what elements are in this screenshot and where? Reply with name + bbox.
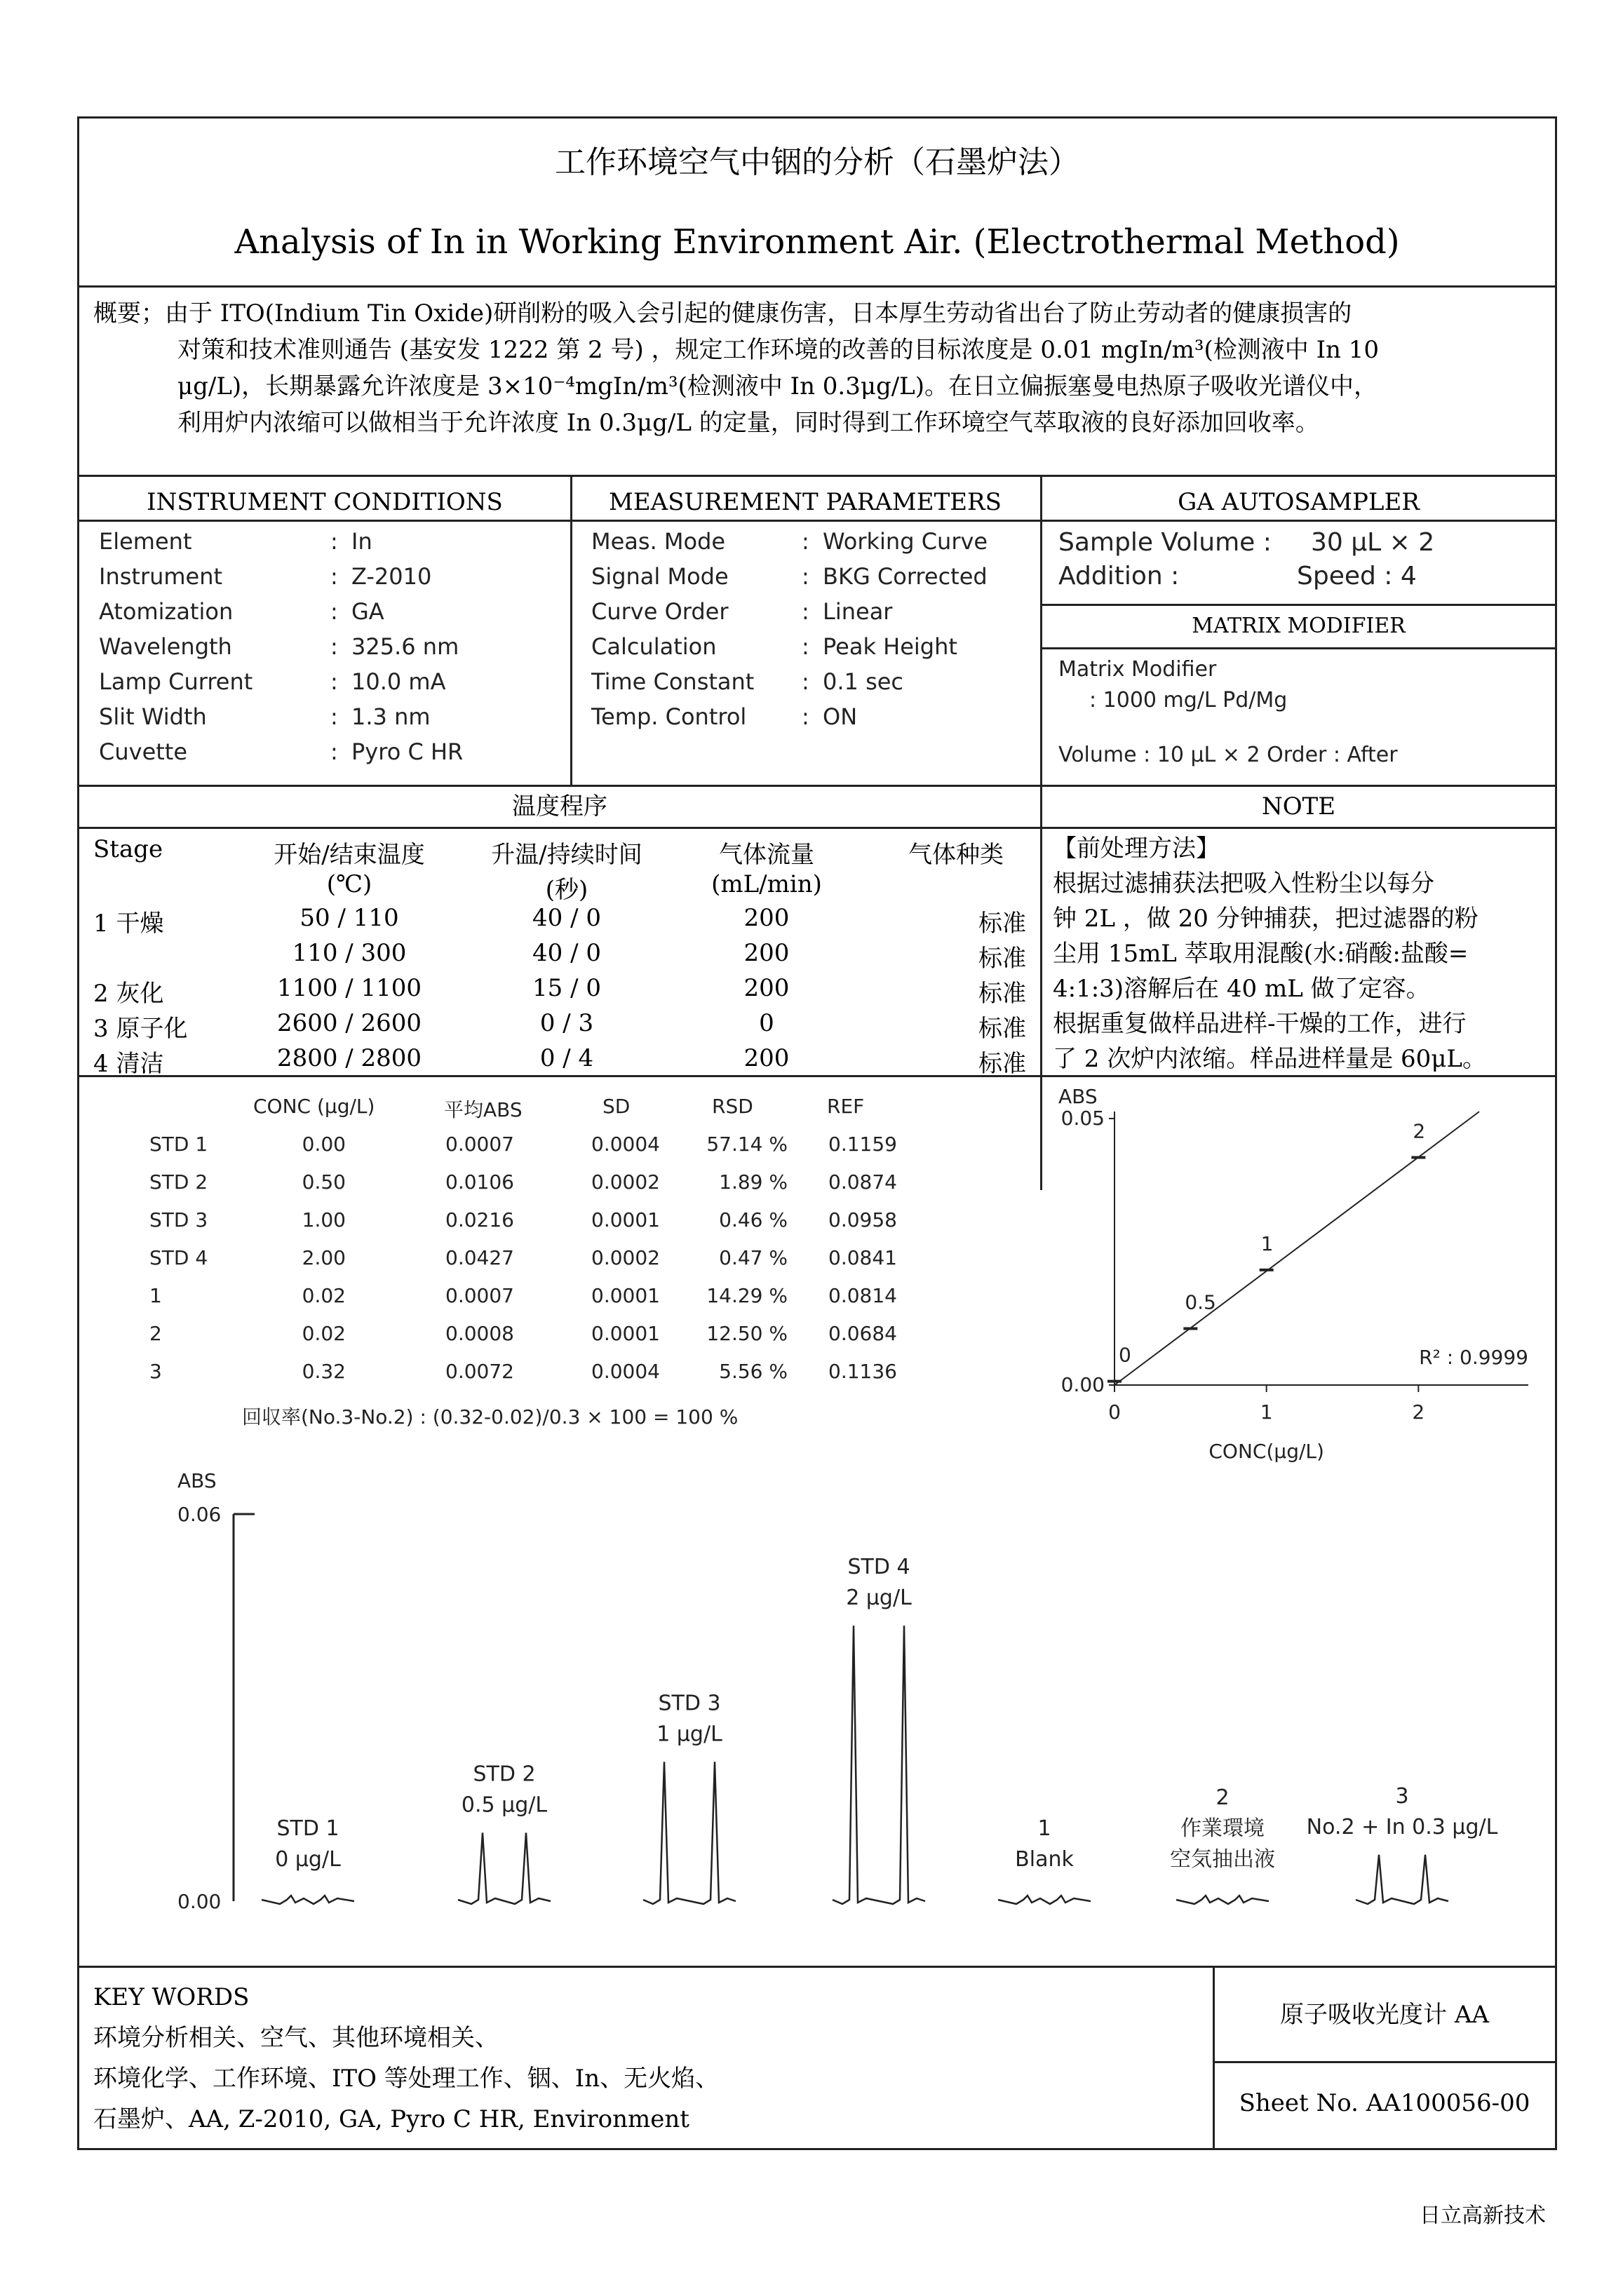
matrix-label: Matrix Modifier [1058, 657, 1217, 682]
keywords-line: 环境化学、工作环境、ITO 等处理工作、铟、In、无火焰、 [93, 2065, 720, 2093]
peak-trace [1176, 1896, 1269, 1904]
y-tick-label: 0.06 [177, 1503, 222, 1526]
peak-group [998, 1816, 1091, 1904]
results-cell: 0.0008 [445, 1322, 514, 1345]
instrument-key: Cuvette [99, 738, 188, 765]
peak-label: 作業環境 [1180, 1816, 1265, 1841]
results-cell: 0.02 [302, 1322, 346, 1345]
summary-line-3: μg/L)，长期暴露允许浓度是 3×10⁻⁴mgIn/m³(检测液中 In 0.3μg/L)。在日立偏振塞曼电热原子吸收光谱仪中， [177, 372, 1378, 400]
peak-label: 0.5 μg/L [461, 1792, 548, 1818]
peak-label: 空気抽出液 [1170, 1847, 1275, 1872]
stage-flow: 0 [759, 1009, 774, 1037]
title-english: Analysis of In in Working Environment Air. (Electrothermal Method) [234, 222, 1400, 262]
results-cell: 0.02 [302, 1284, 346, 1307]
keywords-line: 环境分析相关、空气、其他环境相关、 [93, 2024, 499, 2052]
peak-label: STD 2 [473, 1762, 536, 1787]
stage-time: 40 / 0 [532, 939, 601, 967]
x-tick-label: 2 [1412, 1400, 1425, 1424]
peak-label: 2 [1215, 1785, 1230, 1810]
results-cell: 1.89 % [719, 1170, 788, 1194]
data-sheet: 工作环境空气中铟的分析（石墨炉法） Analysis of In in Working Environment Air. (Electrothermal Method) 概要；由于 ITO(Indium Tin Oxide)研削粉的吸入会引起的健康伤害，日本厚生劳动省出台了防止劳动者的健康损害的 对策和技术准则通告 (基安发 1222 第 2 号) ，规定工作环境的改善的目标浓度是 0.01 mgIn/m³(检测液中 In 10 μg/L)，长期暴露允许浓度是 3×10⁻⁴mgIn/m³(检测液中 In 0.3μg/L)。在日立偏振塞曼电热原子吸收光谱仪中， 利用炉内浓缩可以做相当于允许浓度 In 0.3μg/L 的定量，同时得到工作环境空气萃取液的良好添加回收率。 INSTRUMENT CONDITIONS MEASUREMENT PARAMETERS GA AUTOSAMPLER Element : In Instrument : Z-2010 Atomization : GA Wavelength : 325.6 nm Lamp Current : 10.0 mA Slit Width : 1.3 nm Cuvette : Pyro C HR Meas. Mode : Working Curve Signal Mode : BKG Corrected Curve Order : Linear Calculation : Peak Height Time Constant : 0.1 sec Temp. Control : ON Sample Volume : 30 μL × 2 Addition : Speed : 4 MATRIX MODIFIER Matrix Modifier : 1000 mg/L Pd/Mg Volume : 10 μL × 2 Order : After 温度程序 NOTE Stage 开始/结束温度 升温/持续时间 气体流量 气体种类 (℃) (秒) (mL/min) 1 干燥 50 / 110 40 / 0 200 标准 110 / 300 40 / 0 200 标准 2 灰化 1100 / 1100 15 / 0 200 标准 3 原子化 2600 / 2600 0 / 3 0 标准 4 清洁 2800 / 2800 0 / 4 200 标准 【前处理方法】 根据过滤捕获法把吸入性粉尘以每分 钟 2L ，做 20 分钟捕获，把过滤器的粉 尘用 15mL 萃取用混酸(水:硝酸:盐酸= 4:1:3)溶解后在 40 mL 做了定容。 根据重复做样品进样-干燥的工作，进行 了 2 次炉内浓缩。样品进样量是 60μL。 CONC (μg/L) 平均ABS SD RSD REF STD 1 0.00 0.0007 0.0004 57.14 % 0.1159 STD 2 0.50 0.0106 0.0002 1.89 % 0.0874 STD 3 1.00 0.0216 0.0001 0.46 % 0.0958 STD 4 2.00 0.0427 0.0002 0.47 % 0.0841 1 0.02 0.0007 0.0001 14.29 % 0.0814 2 0.02 0.0008 0.0001 12.50 % 0.0684 3 0.32 0.0072 0.0004 5.56 % 0.1136 回収率(No.3-No.2) : (0.32-0.02)/0.3 × 100 = 100 % ABS 0.00 0.05 0 1 2 CONC(μg/L) 0 0.5 1 2 R² : 0.9999 ABS 0.06 0.00 STD 1 0 μg/L STD 2 0.5 μg/L STD 3 1 μg/L STD 4 2 μg/L 1 Blank 2 作業環境 空気抽出液 3 No.2 + In 0.3 μg/L KEY WORDS 环境分析相关、空气、其他环境相关、 环境化学、工作环境、ITO 等处理工作、铟、In、无火焰、 石墨炉、AA, Z-2010, GA, Pyro C HR, Environment 原子吸收光度计 AA Sheet No. AA100056-00 [77, 116, 1557, 2150]
instrument-key: Instrument [99, 563, 223, 590]
stage-gas: 标准 [978, 1015, 1026, 1043]
stage-gas: 标准 [978, 945, 1026, 973]
peak-group [262, 1816, 354, 1904]
peak-trace [833, 1626, 925, 1904]
results-cell: 0.0841 [828, 1246, 897, 1269]
instrument-key: Atomization [99, 598, 234, 625]
results-cell: 0.47 % [719, 1246, 788, 1269]
col-header: Stage [93, 835, 163, 863]
results-cell: 0.32 [302, 1360, 346, 1383]
recovery-formula: 回収率(No.3-No.2) : (0.32-0.02)/0.3 × 100 = 100 % [242, 1405, 739, 1429]
results-cell: 0.0004 [591, 1360, 660, 1383]
stage-name: 2 灰化 [93, 980, 164, 1008]
note-line: 了 2 次炉内浓缩。样品进样量是 60μL。 [1053, 1045, 1486, 1073]
results-sample-id: STD 3 [149, 1208, 208, 1231]
results-cell: 5.56 % [719, 1360, 788, 1383]
note-line: 尘用 15mL 萃取用混酸(水:硝酸:盐酸= [1053, 940, 1469, 968]
measurement-value: Linear [823, 598, 893, 625]
results-sample-id: 1 [149, 1284, 162, 1307]
measurement-value: Working Curve [823, 528, 988, 555]
sample-volume-label: Sample Volume : [1058, 528, 1272, 557]
col-unit: (℃) [326, 870, 372, 898]
matrix-value: : 1000 mg/L Pd/Mg [1089, 688, 1288, 713]
peak-trace [998, 1896, 1091, 1904]
note-line: 根据重复做样品进样-干燥的工作，进行 [1053, 1010, 1467, 1038]
stage-gas: 标准 [978, 1050, 1026, 1078]
summary-line-2: 对策和技术准则通告 (基安发 1222 第 2 号) ，规定工作环境的改善的目标浓度是 0.01 mgIn/m³(检测液中 In 10 [177, 336, 1379, 364]
y-axis-label: ABS [177, 1469, 217, 1492]
col-header: 开始/结束温度 [274, 841, 425, 869]
measurement-value: BKG Corrected [823, 563, 988, 590]
y-tick-label: 0.00 [177, 1890, 222, 1913]
results-cell: 0.0874 [828, 1170, 897, 1194]
results-cell: 14.29 % [706, 1284, 788, 1307]
results-cell: 0.0216 [445, 1208, 514, 1231]
results-cell: 0.0007 [445, 1284, 514, 1307]
peak-trace [458, 1832, 551, 1904]
peak-group [458, 1762, 551, 1904]
peak-label: 2 μg/L [846, 1586, 912, 1611]
results-cell: 0.0814 [828, 1284, 897, 1307]
measurement-key: Time Constant [591, 668, 755, 695]
instrument-key: Element [99, 528, 192, 555]
instrument-value: In [351, 528, 372, 555]
results-cell: 0.1136 [828, 1360, 897, 1383]
category-label: 原子吸收光度计 AA [1280, 2001, 1489, 2029]
matrix-volume: Volume : 10 μL × 2 Order : After [1058, 743, 1398, 767]
stage-time: 40 / 0 [532, 904, 601, 932]
instrument-value: GA [351, 598, 384, 625]
results-cell: 12.50 % [706, 1322, 788, 1345]
peak-label: STD 4 [847, 1555, 910, 1580]
peak-group [833, 1555, 925, 1904]
results-sample-id: STD 2 [149, 1170, 208, 1194]
peak-label: STD 1 [276, 1816, 339, 1841]
keywords-line: 石墨炉、AA, Z-2010, GA, Pyro C HR, Environment [93, 2105, 689, 2133]
instrument-value: Z-2010 [351, 563, 432, 590]
sheet-number: Sheet No. AA100056-00 [1239, 2089, 1530, 2117]
peak-label: Blank [1015, 1847, 1074, 1872]
results-cell: 0.46 % [719, 1208, 788, 1231]
results-cell: 0.0007 [445, 1133, 514, 1156]
results-cell: 57.14 % [706, 1133, 788, 1156]
x-tick-label: 1 [1260, 1400, 1273, 1424]
results-sample-id: 3 [149, 1360, 162, 1383]
col-header: 气体种类 [908, 841, 1004, 869]
results-cell: 0.50 [302, 1170, 346, 1194]
note-pretreatment [1053, 831, 1486, 1076]
header-measurement-parameters: MEASUREMENT PARAMETERS [609, 488, 1002, 516]
results-header: 平均ABS [444, 1098, 523, 1121]
results-cell: 1.00 [302, 1208, 346, 1231]
y-tick-label: 0.00 [1060, 1373, 1105, 1396]
point-label: 1 [1260, 1231, 1274, 1255]
peak-label: No.2 + In 0.3 μg/L [1306, 1814, 1498, 1839]
measurement-value: Peak Height [823, 633, 957, 660]
point-label: 0.5 [1185, 1290, 1216, 1314]
peak-group [1170, 1785, 1275, 1904]
header-instrument-conditions: INSTRUMENT CONDITIONS [147, 488, 503, 516]
results-cell: 0.1159 [828, 1133, 897, 1156]
stage-temp: 2800 / 2800 [276, 1044, 422, 1072]
x-axis-label: CONC(μg/L) [1208, 1440, 1324, 1463]
results-cell: 0.0958 [828, 1208, 897, 1231]
instrument-value: 1.3 nm [351, 703, 431, 730]
results-cell: 0.0001 [591, 1284, 660, 1307]
addition-label: Addition : [1058, 562, 1180, 590]
results-header: REF [827, 1095, 865, 1118]
stage-time: 0 / 3 [539, 1009, 594, 1037]
instrument-key: Wavelength [99, 633, 232, 660]
peak-label: 3 [1395, 1783, 1409, 1809]
y-axis-label: ABS [1058, 1085, 1098, 1108]
peak-trace [262, 1896, 354, 1904]
results-cell: 0.0001 [591, 1208, 660, 1231]
col-unit: (秒) [545, 876, 588, 904]
measurement-key: Signal Mode [591, 563, 729, 590]
measurement-key: Curve Order [591, 598, 729, 625]
results-cell: 0.00 [302, 1133, 346, 1156]
stage-flow: 200 [743, 1044, 790, 1072]
col-unit: (mL/min) [711, 870, 822, 898]
stage-name: 4 清洁 [93, 1050, 164, 1078]
results-cell: 0.0684 [828, 1322, 897, 1345]
note-line: 4:1:3)溶解后在 40 mL 做了定容。 [1053, 975, 1430, 1003]
results-cell: 0.0002 [591, 1246, 660, 1269]
measurement-key: Meas. Mode [591, 528, 726, 555]
results-sample-id: STD 1 [149, 1133, 208, 1156]
instrument-key: Slit Width [99, 703, 207, 730]
stage-temp: 50 / 110 [299, 904, 399, 932]
instrument-value: Pyro C HR [351, 738, 464, 765]
speed-value: Speed : 4 [1297, 562, 1417, 590]
measurement-value: ON [823, 703, 858, 730]
calibration-curve-chart [942, 1079, 1545, 1472]
col-header: 气体流量 [719, 841, 814, 869]
instrument-value: 325.6 nm [351, 633, 459, 660]
results-sample-id: STD 4 [149, 1246, 208, 1269]
y-tick-label: 0.05 [1060, 1107, 1105, 1130]
col-header: 升温/持续时间 [491, 841, 642, 869]
measurement-key: Calculation [591, 633, 717, 660]
measurement-value: 0.1 sec [823, 668, 904, 695]
peak-label: STD 3 [658, 1691, 721, 1716]
stage-gas: 标准 [978, 910, 1026, 938]
peak-group [1307, 1784, 1498, 1904]
peak-trace [1356, 1855, 1448, 1904]
instrument-value: 10.0 mA [351, 668, 446, 695]
results-header: CONC (μg/L) [253, 1095, 375, 1118]
stage-temp: 1100 / 1100 [276, 974, 422, 1002]
peak-label: 1 [1037, 1816, 1051, 1841]
peak-label: 1 μg/L [656, 1722, 722, 1747]
note-line: 钟 2L ，做 20 分钟捕获，把过滤器的粉 [1053, 905, 1479, 933]
note-line: 根据过滤捕获法把吸入性粉尘以每分 [1053, 870, 1434, 898]
results-header: SD [602, 1095, 631, 1118]
results-cell: 0.0001 [591, 1322, 660, 1345]
point-label: 2 [1413, 1119, 1426, 1143]
results-header: RSD [712, 1095, 753, 1118]
peak-trace [643, 1762, 736, 1904]
header-note: NOTE [1261, 792, 1336, 821]
stage-temp: 110 / 300 [292, 939, 407, 967]
title-chinese: 工作环境空气中铟的分析（石墨炉法） [555, 144, 1079, 180]
summary [93, 295, 1541, 441]
fit-line [1114, 1112, 1479, 1385]
header-matrix-modifier: MATRIX MODIFIER [1192, 614, 1406, 638]
results-cell: 0.0427 [445, 1246, 514, 1269]
stage-flow: 200 [743, 904, 790, 932]
results-cell: 2.00 [302, 1246, 346, 1269]
stage-name: 3 原子化 [93, 1015, 188, 1043]
peak-group [643, 1691, 736, 1904]
summary-line-4: 利用炉内浓缩可以做相当于允许浓度 In 0.3μg/L 的定量，同时得到工作环境空气萃取液的良好添加回收率。 [177, 409, 1319, 437]
footer-brand: 日立高新技术 [1420, 2203, 1546, 2228]
summary-line-1: 概要；由于 ITO(Indium Tin Oxide)研削粉的吸入会引起的健康伤害，日本厚生劳动省出台了防止劳动者的健康损害的 [93, 299, 1352, 327]
stage-name: 1 干燥 [93, 910, 164, 938]
results-cell: 0.0072 [445, 1360, 514, 1383]
peak-profile-chart [79, 1437, 1555, 1956]
note-line: 【前处理方法】 [1053, 835, 1220, 863]
instrument-key: Lamp Current [99, 668, 253, 695]
point-label: 0 [1119, 1343, 1131, 1367]
measurement-key: Temp. Control [591, 703, 747, 730]
results-cell: 0.0106 [445, 1170, 514, 1194]
results-cell: 0.0002 [591, 1170, 660, 1194]
header-ga-autosampler: GA AUTOSAMPLER [1178, 488, 1420, 516]
x-tick-label: 0 [1108, 1400, 1121, 1424]
stage-flow: 200 [743, 939, 790, 967]
r-squared: R² : 0.9999 [1419, 1346, 1528, 1369]
sample-volume-value: 30 μL × 2 [1311, 528, 1435, 557]
keywords-title: KEY WORDS [93, 1983, 250, 2011]
stage-time: 15 / 0 [532, 974, 601, 1002]
stage-temp: 2600 / 2600 [276, 1009, 422, 1037]
results-sample-id: 2 [149, 1322, 162, 1345]
stage-time: 0 / 4 [539, 1044, 594, 1072]
stage-flow: 200 [743, 974, 790, 1002]
header-temperature-program: 温度程序 [512, 792, 607, 821]
results-cell: 0.0004 [591, 1133, 660, 1156]
keywords [93, 1977, 719, 2140]
stage-gas: 标准 [978, 980, 1026, 1008]
peak-label: 0 μg/L [275, 1847, 341, 1872]
